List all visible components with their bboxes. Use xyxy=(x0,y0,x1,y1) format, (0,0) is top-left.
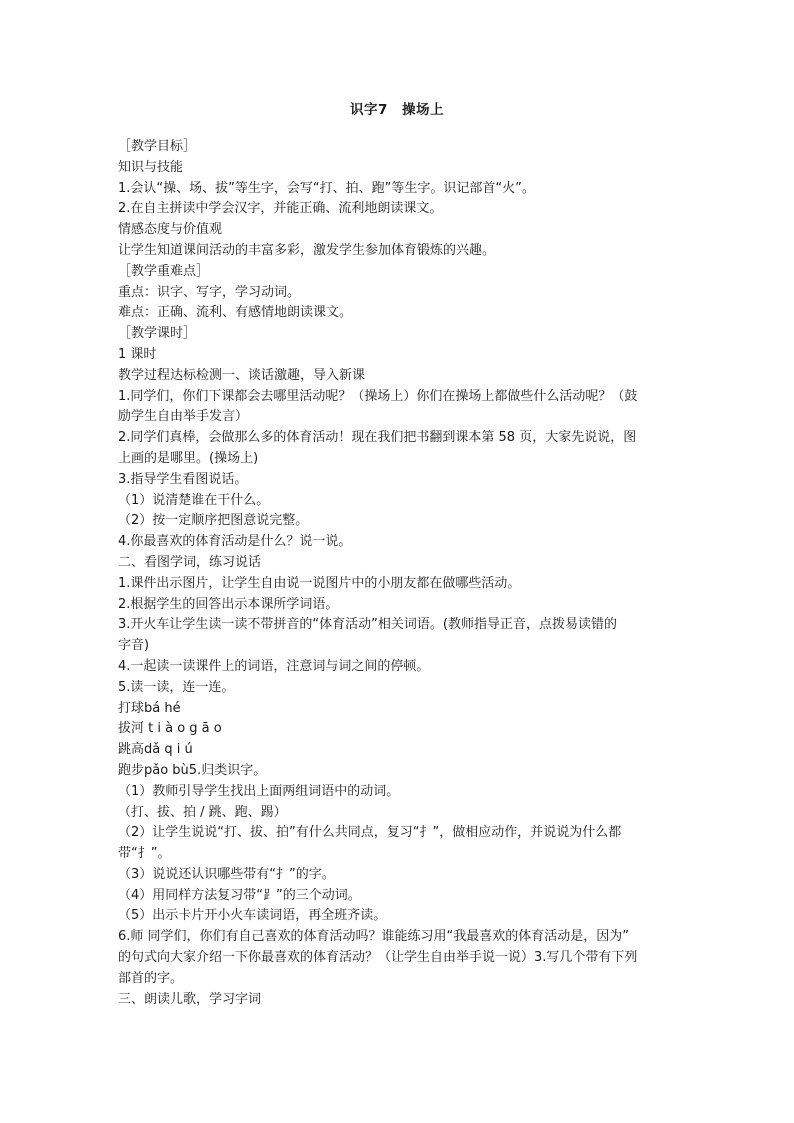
text-line: （2）按一定顺序把图意说完整。 xyxy=(118,513,309,529)
text-line: 2.根据学生的回答出示本课所学词语。 xyxy=(118,596,339,612)
text-line: 4.你最喜欢的体育活动是什么？说一说。 xyxy=(118,534,352,550)
text-line: ［教学目标］ xyxy=(118,139,197,154)
text-line: 三、朗读儿歌，学习字词 xyxy=(118,991,262,1007)
text-line: 拔河 t i à o g ā o xyxy=(118,721,222,737)
text-line: 励学生自由举手发言） xyxy=(118,409,249,425)
text-line: （1）说清楚谁在干什么。 xyxy=(118,492,270,508)
text-line: 字音) xyxy=(118,638,150,654)
text-line: （3）说说还认识哪些带有“扌”的字。 xyxy=(118,866,335,882)
text-line: 的句式向大家介绍一下你最喜欢的体育活动？（让学生自由举手说一说）3.写几个带有下列 xyxy=(118,950,638,966)
text-line: 3.开火车让学生读一读不带拼音的“体育活动”相关词语。(教师指导正音，点拨易读错的 xyxy=(118,617,617,633)
text-line: 情感态度与价值观 xyxy=(118,222,223,238)
text-line: 1.会认“操、场、拔”等生字，会写“打、拍、跑”等生字。识记部首“火”。 xyxy=(118,180,535,196)
text-line: 教学过程达标检测一、谈话激趣，导入新课 xyxy=(118,367,366,383)
text-line: 重点：识字、写字，学习动词。 xyxy=(118,284,301,300)
text-line: 难点：正确、流利、有感情地朗读课文。 xyxy=(118,305,353,321)
text-line: 5.读一读，连一连。 xyxy=(118,679,235,695)
text-line: （4）用同样方法复习带“⻊”的三个动词。 xyxy=(118,887,361,903)
text-line: 1.课件出示图片，让学生自由说一说图片中的小朋友都在做哪些活动。 xyxy=(118,575,521,591)
text-line: 打球bá hé xyxy=(118,700,181,716)
text-line: 3.指导学生看图说话。 xyxy=(118,471,248,487)
text-line: （1）教师引导学生找出上面两组词语中的动词。 xyxy=(118,783,400,799)
text-line: （5）出示卡片开小火车读词语，再全班齐读。 xyxy=(118,908,387,924)
text-line: 跑步pǎo bù5.归类识字。 xyxy=(118,762,267,778)
text-line: 部首的字。 xyxy=(118,970,184,986)
text-line: （2）让学生说说“打、拔、拍”有什么共同点，复习“扌”，做相应动作，并说说为什么都 xyxy=(118,825,622,841)
text-line: ［教学课时］ xyxy=(118,326,197,342)
text-line: 1.同学们，你们下课都会去哪里活动呢？（操场上）你们在操场上都做些什么活动呢？（鼓 xyxy=(118,388,638,404)
text-line: 1 课时 xyxy=(118,346,157,362)
text-line: （打、拔、拍 / 跳、跑、踢） xyxy=(118,804,287,820)
document-title: 识字7 操场上 xyxy=(350,102,444,118)
text-line: 2.同学们真棒，会做那么多的体育活动！现在我们把书翻到课本第 58 页，大家先说说，图 xyxy=(118,430,637,446)
text-line: 2.在自主拼读中学会汉字，并能正确、流利地朗读课文。 xyxy=(118,201,443,217)
document-body xyxy=(118,137,682,1010)
text-line: 上画的是哪里。(操场上) xyxy=(118,450,259,466)
text-line: 跳高dǎ q i ú xyxy=(118,742,193,758)
text-line: 6.师 同学们，你们有自己喜欢的体育活动吗？谁能练习用“我最喜欢的体育活动是，因为” xyxy=(118,929,630,945)
text-line: 二、看图学词，练习说话 xyxy=(118,554,262,570)
text-line: 让学生知道课间活动的丰富多彩，激发学生参加体育锻炼的兴趣。 xyxy=(118,242,496,258)
text-line: 带“扌”。 xyxy=(118,846,171,862)
text-line: 知识与技能 xyxy=(118,159,184,175)
text-line: ［教学重难点］ xyxy=(118,263,210,279)
text-line: 4.一起读一读课件上的词语，注意词与词之间的停顿。 xyxy=(118,658,430,674)
